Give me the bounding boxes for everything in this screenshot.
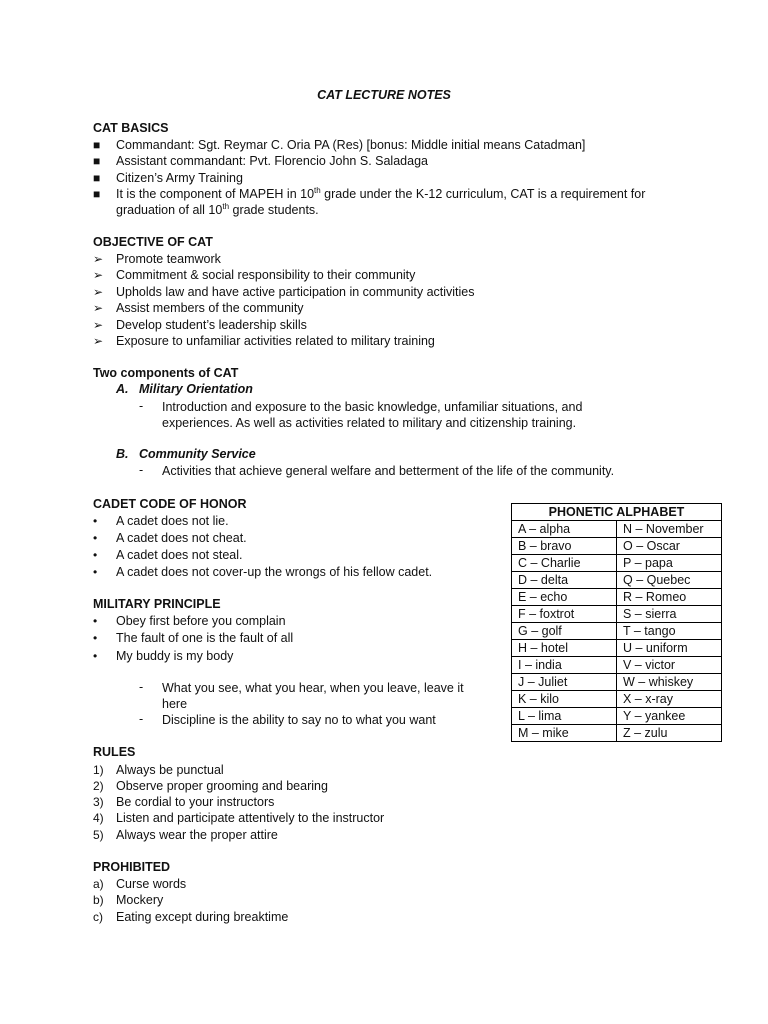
- phonetic-cell-left: K – kilo: [512, 691, 617, 708]
- objective-item: Assist members of the community: [116, 301, 304, 315]
- principle-heading: MILITARY PRINCIPLE: [93, 597, 221, 611]
- principle-dash-1: What you see, what you hear, when you leave, leave it: [162, 681, 464, 695]
- arrow-bullet-icon: ➢: [93, 334, 104, 348]
- component-a-title: Military Orientation: [139, 382, 253, 396]
- bullet-icon: ■: [93, 187, 101, 201]
- phonetic-cell-left: G – golf: [512, 623, 617, 640]
- principle-dash-2: Discipline is the ability to say no to what you want: [162, 713, 436, 727]
- arrow-bullet-icon: ➢: [93, 252, 104, 266]
- basics-item: Commandant: Sgt. Reymar C. Oria PA (Res) [bonus: Middle initial means Catadman]: [116, 138, 586, 152]
- component-a-text-cont: experiences. As well as activities related to military and citizenship training.: [162, 416, 577, 430]
- component-b-title: Community Service: [139, 447, 256, 461]
- dot-bullet-icon: •: [93, 565, 98, 579]
- prohibited-heading: PROHIBITED: [93, 860, 171, 874]
- page-title: CAT LECTURE NOTES: [317, 88, 451, 102]
- component-a-text: Introduction and exposure to the basic knowledge, unfamiliar situations, and: [162, 400, 583, 414]
- arrow-bullet-icon: ➢: [93, 318, 104, 332]
- components-heading: Two components of CAT: [93, 366, 239, 380]
- dot-bullet-icon: •: [93, 631, 98, 645]
- table-header-row: [512, 504, 722, 521]
- bullet-icon: ■: [93, 171, 101, 185]
- rule-item: Observe proper grooming and bearing: [116, 779, 328, 793]
- phonetic-cell-right: P – papa: [617, 555, 722, 572]
- table-row: [512, 725, 722, 742]
- objective-item: Promote teamwork: [116, 252, 221, 266]
- table-row: [512, 657, 722, 674]
- phonetic-cell-right: T – tango: [617, 623, 722, 640]
- table-row: [512, 708, 722, 725]
- phonetic-cell-right: R – Romeo: [617, 589, 722, 606]
- prohibited-item: Curse words: [116, 877, 187, 891]
- phonetic-cell-left: C – Charlie: [512, 555, 617, 572]
- dash-icon: -: [139, 712, 144, 726]
- table-row: [512, 521, 722, 538]
- rule-item: Be cordial to your instructors: [116, 795, 275, 809]
- principle-item: Obey first before you complain: [116, 614, 286, 628]
- component-b-text: Activities that achieve general welfare and betterment of the life of the community.: [162, 464, 615, 478]
- basics-item-4-cont: graduation of all 10th grade students.: [116, 201, 319, 217]
- dash-icon: -: [139, 680, 144, 694]
- dot-bullet-icon: •: [93, 514, 98, 528]
- bullet-icon: ■: [93, 154, 101, 168]
- phonetic-cell-left: B – bravo: [512, 538, 617, 555]
- phonetic-cell-left: J – Juliet: [512, 674, 617, 691]
- phonetic-cell-right: W – whiskey: [617, 674, 722, 691]
- table-row: [512, 640, 722, 657]
- prohibited-item: Mockery: [116, 893, 164, 907]
- component-b-marker: B.: [116, 447, 129, 461]
- dot-bullet-icon: •: [93, 548, 98, 562]
- table-row: [512, 589, 722, 606]
- phonetic-cell-right: Z – zulu: [617, 725, 722, 742]
- phonetic-cell-left: I – india: [512, 657, 617, 674]
- rule-item: Listen and participate attentively to the instructor: [116, 811, 385, 825]
- objective-item: Exposure to unfamiliar activities related to military training: [116, 334, 435, 348]
- phonetic-cell-right: Y – yankee: [617, 708, 722, 725]
- phonetic-table-heading: PHONETIC ALPHABET: [512, 504, 722, 521]
- dot-bullet-icon: •: [93, 649, 98, 663]
- phonetic-cell-right: U – uniform: [617, 640, 722, 657]
- prohibited-item: Eating except during breaktime: [116, 910, 289, 924]
- honor-item: A cadet does not cheat.: [116, 531, 247, 545]
- principle-item: The fault of one is the fault of all: [116, 631, 294, 645]
- rule-number: 2): [93, 779, 104, 793]
- objective-item: Commitment & social responsibility to their community: [116, 268, 416, 282]
- prohibited-letter: a): [93, 877, 104, 891]
- rule-item: Always be punctual: [116, 763, 224, 777]
- basics-item-4: It is the component of MAPEH in 10th grade under the K-12 curriculum, CAT is a requirement for: [116, 185, 646, 201]
- principle-item: My buddy is my body: [116, 649, 234, 663]
- objective-heading: OBJECTIVE OF CAT: [93, 235, 213, 249]
- prohibited-letter: c): [93, 910, 103, 924]
- arrow-bullet-icon: ➢: [93, 285, 104, 299]
- table-row: [512, 691, 722, 708]
- honor-heading: CADET CODE OF HONOR: [93, 497, 247, 511]
- table-row: [512, 623, 722, 640]
- rule-number: 4): [93, 811, 104, 825]
- arrow-bullet-icon: ➢: [93, 301, 104, 315]
- table-row: [512, 538, 722, 555]
- bullet-icon: ■: [93, 138, 101, 152]
- table-row: [512, 674, 722, 691]
- honor-item: A cadet does not lie.: [116, 514, 229, 528]
- phonetic-alphabet-table: [511, 503, 722, 742]
- phonetic-cell-right: X – x-ray: [617, 691, 722, 708]
- basics-heading: CAT BASICS: [93, 121, 169, 135]
- honor-item: A cadet does not steal.: [116, 548, 243, 562]
- basics-item: Assistant commandant: Pvt. Florencio John S. Saladaga: [116, 154, 428, 168]
- phonetic-cell-right: Q – Quebec: [617, 572, 722, 589]
- objective-item: Upholds law and have active participation in community activities: [116, 285, 475, 299]
- phonetic-cell-right: V – victor: [617, 657, 722, 674]
- dash-icon: -: [139, 463, 144, 477]
- phonetic-cell-right: N – November: [617, 521, 722, 538]
- table-row: [512, 606, 722, 623]
- honor-item: A cadet does not cover-up the wrongs of his fellow cadet.: [116, 565, 433, 579]
- rule-number: 3): [93, 795, 104, 809]
- dot-bullet-icon: •: [93, 614, 98, 628]
- rules-heading: RULES: [93, 745, 136, 759]
- component-a-marker: A.: [116, 382, 129, 396]
- arrow-bullet-icon: ➢: [93, 268, 104, 282]
- principle-dash-1-cont: here: [162, 697, 188, 711]
- dash-icon: -: [139, 399, 144, 413]
- rule-number: 1): [93, 763, 104, 777]
- phonetic-cell-left: D – delta: [512, 572, 617, 589]
- table-row: [512, 555, 722, 572]
- objective-item: Develop student’s leadership skills: [116, 318, 307, 332]
- prohibited-letter: b): [93, 893, 104, 907]
- table-row: [512, 572, 722, 589]
- phonetic-cell-left: H – hotel: [512, 640, 617, 657]
- phonetic-cell-left: F – foxtrot: [512, 606, 617, 623]
- phonetic-cell-left: A – alpha: [512, 521, 617, 538]
- phonetic-table-body: [512, 521, 722, 742]
- phonetic-cell-right: S – sierra: [617, 606, 722, 623]
- phonetic-cell-right: O – Oscar: [617, 538, 722, 555]
- rule-item: Always wear the proper attire: [116, 828, 278, 842]
- rule-number: 5): [93, 828, 104, 842]
- phonetic-cell-left: L – lima: [512, 708, 617, 725]
- basics-item: Citizen’s Army Training: [116, 171, 243, 185]
- phonetic-cell-left: E – echo: [512, 589, 617, 606]
- dot-bullet-icon: •: [93, 531, 98, 545]
- phonetic-cell-left: M – mike: [512, 725, 617, 742]
